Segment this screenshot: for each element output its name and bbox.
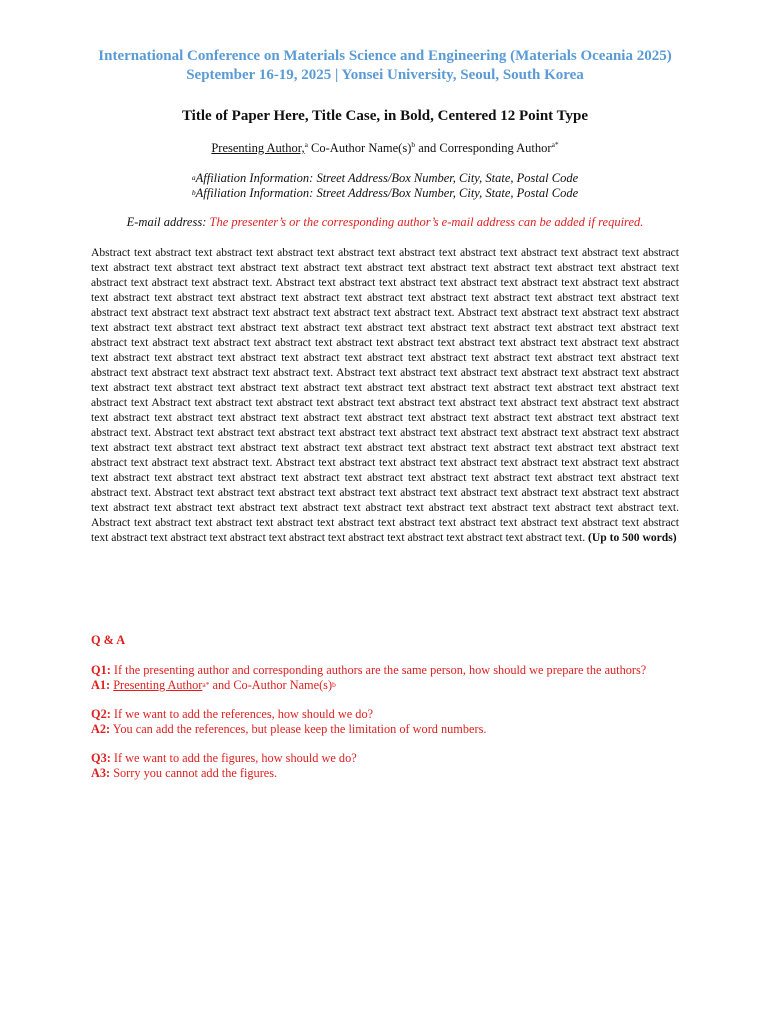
- co-author: Co-Author Name(s): [307, 141, 412, 155]
- answer-1-author: Presenting Author: [113, 678, 203, 692]
- answer-1-label: A1:: [91, 678, 111, 692]
- answer-1: [91, 678, 691, 693]
- question-2-text: If we want to add the references, how should we do?: [110, 707, 374, 721]
- corresponding-author-sup: a*: [551, 140, 559, 149]
- paper-title: Title of Paper Here, Title Case, in Bold, Centered 12 Point Type: [181, 108, 589, 124]
- abstract-text: Abstract text abstract text abstract text abstract text abstract text abstract text abstract text abstract text abstract text abstract text abstract text abstract text abstract text abstract text abstract text abstract text abstract text abstract text abstract text abstract text abstract text abstract text. Abstract text abstract text abstract text abstract text abstract text abstract text abstract text abstract text abstract text abstract text abstract text abstract text abstract text abstract text abstract text abstract text abstract text abstract text abstract text abstract text abstract text abstract text. Abstract text abstract text abstract text abstract text abstract text abstract text abstract text abstract text abstract text abstract text abstract text abstract text abstract text abstract text abstract text abstract text abstract text abstract text abstract text abstract text abstract text abstract text abstract text abstract text abstract text abstract text abstract text abstract text abstract text abstract text abstract text abstract text abstract text abstract text abstract text abstract text. Abstract text abstract text abstract text abstract text abstract text abstract text abstract text abstract text abstract text abstract text abstract text abstract text abstract text abstract text abstract text abstract text Abstract text abstract text abstract text abstract text abstract text abstract text abstract text abstract text abstract text abstract text abstract text abstract text abstract text abstract text abstract text abstract text abstract text abstract text abstract text. Abstract text abstract text abstract text abstract text abstract text abstract text abstract text abstract text abstract text abstract text abstract text abstract text abstract text abstract text abstract text abstract text abstract text abstract text abstract text abstract text abstract text. Abstract text abstract text abstract text abstract text abstract text abstract text abstract text abstract text abstract text abstract text abstract text abstract text abstract text abstract text abstract text abstract text abstract text. Abstract text abstract text abstract text abstract text abstract text abstract text abstract text abstract text abstract text abstract text abstract text abstract text abstract text abstract text abstract text abstract text abstract text abstract text. Abstract text abstract text abstract text abstract text abstract text abstract text abstract text abstract text abstract text abstract text abstract text abstract text abstract text abstract text abstract text abstract text abstract text abstract text.: [91, 246, 679, 544]
- affiliation-b: [0, 186, 770, 201]
- affiliation-b-text: Affiliation Information: Street Address/Box Number, City, State, Postal Code: [195, 186, 579, 200]
- question-1: [91, 663, 691, 678]
- question-1-text: If the presenting author and corresponding authors are the same person, how should we prepare the authors?: [110, 663, 647, 677]
- answer-3: [91, 766, 691, 781]
- question-3: [91, 751, 691, 766]
- presenting-author: Presenting Author,: [211, 141, 305, 155]
- question-3-label: Q3:: [91, 751, 111, 765]
- co-author-sup: b: [411, 140, 416, 149]
- affiliation-a: [0, 171, 770, 186]
- answer-2-text: You can add the references, but please keep the limitation of word numbers.: [110, 722, 487, 736]
- answer-1-rest: and Co-Author Name(s): [209, 678, 333, 692]
- answer-1-author-sup: a*: [202, 680, 210, 689]
- qa-item-3: [91, 751, 691, 781]
- corresponding-author: and Corresponding Author: [415, 141, 552, 155]
- answer-2-label: A2:: [91, 722, 111, 736]
- abstract-body: [91, 245, 679, 545]
- conference-date-venue: September 16-19, 2025 | Yonsei University, Seoul, South Korea: [186, 67, 584, 83]
- qa-item-2: [91, 707, 691, 737]
- affiliation-a-text: Affiliation Information: Street Address/Box Number, City, State, Postal Code: [195, 171, 579, 185]
- qa-item-1: [91, 663, 691, 693]
- answer-2: [91, 722, 691, 737]
- author-line: [0, 141, 770, 156]
- conference-header: [0, 47, 770, 85]
- question-3-text: If we want to add the figures, how should we do?: [110, 751, 357, 765]
- word-limit-note: (Up to 500 words): [585, 531, 677, 544]
- email-label: E-mail address:: [126, 215, 210, 229]
- affiliation-a-sup: a: [191, 173, 196, 182]
- affiliation-b-sup: b: [191, 188, 196, 197]
- question-2: [91, 707, 691, 722]
- answer-1-rest-sup: b: [332, 680, 336, 689]
- answer-3-text: Sorry you cannot add the figures.: [110, 766, 278, 780]
- conference-name: International Conference on Materials Science and Engineering (Materials Oceania 2025): [98, 48, 672, 64]
- email-note: The presenter’s or the corresponding author’s e-mail address can be added if required.: [209, 215, 644, 229]
- question-2-label: Q2:: [91, 707, 111, 721]
- question-1-label: Q1:: [91, 663, 111, 677]
- qa-section: [91, 633, 691, 795]
- affiliations: [0, 171, 770, 201]
- answer-3-label: A3:: [91, 766, 111, 780]
- presenting-author-sup: a: [304, 140, 308, 149]
- qa-heading: Q & A: [91, 633, 126, 647]
- email-line: [0, 215, 770, 230]
